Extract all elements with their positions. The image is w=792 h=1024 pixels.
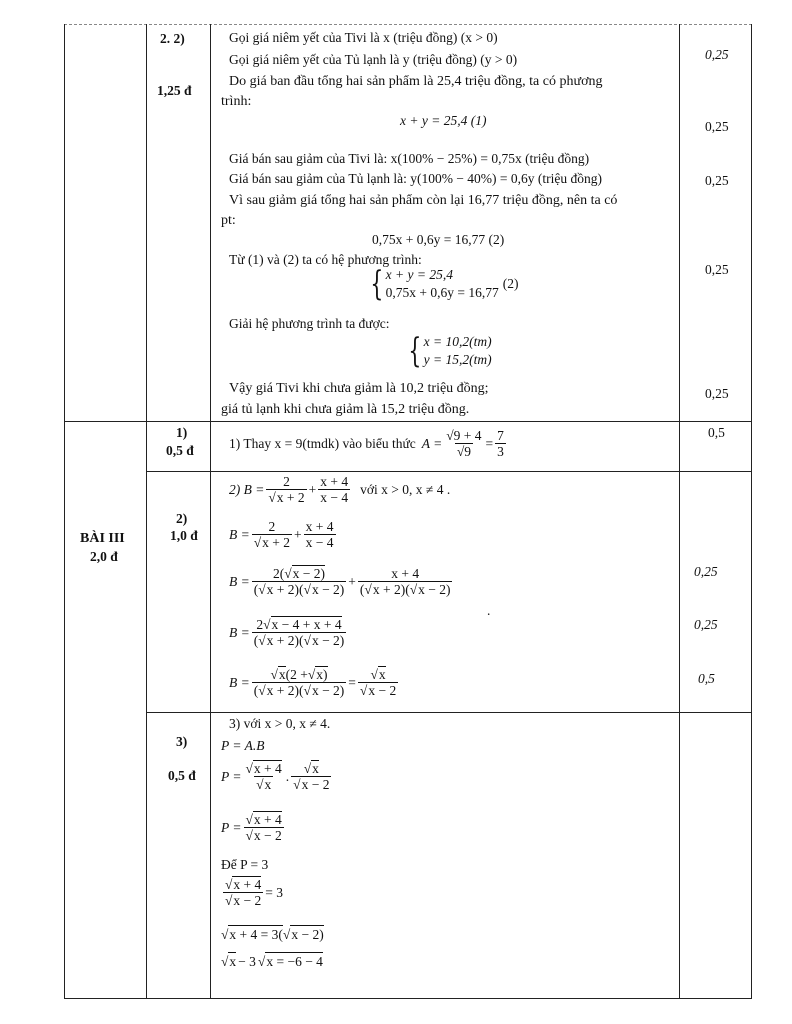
system-1	[366, 266, 519, 302]
section-title: BÀI III	[80, 531, 125, 546]
step-lhs: B =	[229, 624, 250, 640]
q3-eq-b-mid: − 3	[238, 953, 256, 969]
q3-step-4: √ x + 4 = 3( √ x − 2)	[221, 926, 324, 942]
frac-den: x + 2	[262, 535, 291, 550]
q1-den: √9	[456, 444, 471, 459]
frac-den: (	[359, 582, 365, 597]
q1-points: 0,5 đ	[166, 443, 194, 458]
q3-step-2: P = $\frac{√x + 4}{√x - 2}$	[221, 812, 282, 843]
equation-2: 0,75x + 0,6y = 16,77 (2)	[372, 232, 505, 247]
q3-step-1: P = $\frac{√x + 4}{√x}$ . $\frac{√x}{√x - 2}$	[221, 761, 330, 792]
system-2-row-a: x = 10,2(tm)	[423, 334, 492, 349]
step-lhs: B =	[229, 674, 250, 690]
q3-line-2: P = A.B	[221, 738, 265, 753]
col-line-4	[679, 24, 680, 999]
text-line: Giá bán sau giảm của Tủ lạnh là: y(100% − 40%) = 0,6y (triệu đồng)	[229, 171, 603, 186]
q3-eq-b-end: x = −6 − 4	[266, 954, 323, 969]
row-line-bottom	[64, 998, 752, 999]
frac-num: 2	[268, 519, 276, 534]
frac-den: x − 4	[320, 490, 349, 505]
score: 0,25	[705, 173, 729, 188]
text-line: Gọi giá niêm yết của Tivi là x (triệu đồng) (x > 0)	[229, 30, 498, 45]
frac-num: x)	[316, 667, 328, 682]
step-lhs: B =	[229, 526, 250, 542]
text-line: trình:	[221, 94, 252, 109]
q2-step-4: B = $\frac{2√x - 4 + x + 4}{(√x + 2)(√x - 2)}$	[229, 617, 345, 648]
q2-condition: với x > 0, x ≠ 4 .	[360, 481, 451, 497]
q1-res-den: 3	[497, 444, 504, 459]
q1-eq: =	[485, 435, 494, 451]
frac-num: x	[312, 761, 319, 776]
text-line: Vì sau giảm giá tổng hai sản phẩm còn lại 16,77 triệu đồng, nên ta có	[229, 193, 618, 208]
step-lhs: P =	[221, 768, 242, 784]
score: 0,25	[705, 47, 729, 62]
text-line: giá tủ lạnh khi chưa giảm là 15,2 triệu đồng.	[221, 402, 470, 417]
score: 0,25	[705, 386, 729, 401]
frac-num: x − 4 + x + 4	[271, 617, 342, 632]
frac-num: 2	[256, 617, 264, 632]
frac-den: (	[253, 633, 259, 648]
frac-den: x + 2)(	[372, 582, 410, 597]
frac-num: x + 4	[253, 761, 282, 776]
frac-num: x + 4	[391, 566, 420, 581]
frac-den: x − 2	[301, 777, 330, 792]
score: 0,25	[705, 119, 729, 134]
text-line: Giá bán sau giảm của Tivi là: x(100% − 25%) = 0,75x (triệu đồng)	[229, 151, 590, 166]
eq-3: = 3	[265, 884, 284, 900]
q2-step-2: B = $\frac{2}{√x + 2}$ + $\frac{x + 4}{x - 4}$	[229, 519, 334, 550]
q2-points: 1,0 đ	[170, 528, 198, 543]
frac-den: x − 2	[368, 683, 397, 698]
system-2-row-b: y = 15,2(tm)	[423, 352, 492, 367]
q1-num: √9 + 4	[446, 428, 482, 443]
frac-den: x + 2)(	[266, 633, 304, 648]
row-line-3	[146, 712, 752, 713]
col-line-1	[64, 24, 65, 999]
frac-den: x + 2	[276, 490, 305, 505]
plus-sign: +	[294, 526, 302, 542]
system-1-row-a: x + y = 25,4	[385, 267, 453, 282]
brace-icon: {	[370, 264, 384, 304]
part-label: 2. 2)	[160, 31, 185, 46]
system-1-tag: (2)	[502, 276, 519, 291]
system-2	[404, 333, 492, 369]
col-line-2	[146, 24, 147, 999]
frac-num: 2	[283, 474, 290, 489]
q3-label: 3)	[176, 734, 188, 749]
step-lhs: 2) B =	[229, 481, 265, 497]
frac-den: x + 2)(	[266, 683, 304, 698]
plus-sign: +	[348, 573, 356, 589]
col-line-3	[210, 24, 211, 999]
q3-eq-a: x + 4 = 3(	[229, 927, 283, 942]
q3-eq-a-end: x − 2)	[291, 927, 324, 942]
q1-expression	[229, 428, 508, 459]
system-1-row-b: 0,75x + 0,6y = 16,77	[385, 285, 499, 300]
dot-sign: .	[285, 768, 290, 784]
frac-num: 2(	[273, 566, 285, 581]
q3-points: 0,5 đ	[168, 768, 196, 783]
step-lhs: B =	[229, 573, 250, 589]
q1-text: 1) Thay x = 9(tmdk) vào biểu thức	[229, 435, 416, 451]
score: 0,5	[698, 671, 715, 686]
text-line: Do giá ban đầu tổng hai sản phẩm là 25,4 triệu đồng, ta có phương	[229, 74, 603, 89]
text-line: Vậy giá Tivi khi chưa giảm là 10,2 triệu đồng;	[229, 381, 489, 396]
frac-num: (2 +	[285, 667, 308, 682]
score: 0,5	[708, 425, 725, 440]
frac-den: x − 2)	[311, 683, 345, 698]
frac-den: x − 4	[305, 535, 334, 550]
text-line: Từ (1) và (2) ta có hệ phương trình:	[229, 252, 422, 267]
stray-dot: .	[487, 603, 491, 618]
frac-den: (	[253, 683, 259, 698]
q2-step-3: B = $\frac{2(√x - 2)}{(√x + 2)(√x - 2)}$ + $\frac{x + 4}{(√x + 2)(√x - 2)}$	[229, 566, 451, 597]
frac-num: x + 4	[233, 877, 262, 892]
frac-den: x − 2)	[311, 582, 345, 597]
frac-den: x	[264, 777, 272, 792]
row-line-1	[64, 421, 752, 422]
text-line: pt:	[221, 213, 236, 228]
q3-line-de: Để P = 3	[221, 857, 269, 872]
frac-den: x − 2)	[311, 633, 345, 648]
step-lhs: P =	[221, 819, 242, 835]
q1-res-num: 7	[497, 428, 504, 443]
equation-1: x + y = 25,4 (1)	[400, 113, 487, 128]
brace-icon: {	[408, 331, 422, 371]
top-border	[64, 24, 752, 25]
q2-label: 2)	[176, 511, 188, 526]
score: 0,25	[694, 564, 718, 579]
frac-num: x + 4	[253, 812, 282, 827]
q3-step-5: √ x − 3 √ x = −6 − 4	[221, 953, 323, 969]
q2-step-1: 2) B = $\frac{2}{√x + 2}$ + $\frac{x + 4}{x - 4}$ với x > 0, x ≠ 4 .	[229, 474, 451, 505]
score: 0,25	[694, 617, 718, 632]
q1-label: 1)	[176, 425, 188, 440]
frac-den: x − 2	[233, 893, 262, 908]
row-line-2	[146, 471, 752, 472]
frac-num: x − 2)	[292, 566, 326, 581]
frac-den: x − 2)	[418, 582, 451, 597]
q3-step-3: $\frac{√x + 4}{√x - 2}$ = 3	[225, 877, 284, 908]
frac-den: x − 2	[253, 828, 282, 843]
plus-sign: +	[308, 481, 317, 497]
col-line-5	[751, 24, 752, 999]
q1-lhs: A =	[421, 435, 443, 451]
text-line: Gọi giá niêm yết của Tủ lạnh là y (triệu đồng) (y > 0)	[229, 52, 518, 67]
frac-den: (	[253, 582, 259, 597]
section-points: 2,0 đ	[90, 549, 118, 564]
score: 0,25	[705, 262, 729, 277]
q3-line-1: 3) với x > 0, x ≠ 4.	[229, 716, 331, 731]
frac-den: x + 2)(	[266, 582, 304, 597]
part-points: 1,25 đ	[157, 83, 192, 98]
frac-num: x + 4	[305, 519, 334, 534]
text-line: Giải hệ phương trình ta được:	[229, 316, 390, 331]
q2-step-5: B = $\frac{√x(2 +√x)}{(√x + 2)(√x - 2)}$ = $\frac{√x}{√x - 2}$	[229, 667, 397, 698]
frac-num: x + 4	[320, 474, 349, 489]
